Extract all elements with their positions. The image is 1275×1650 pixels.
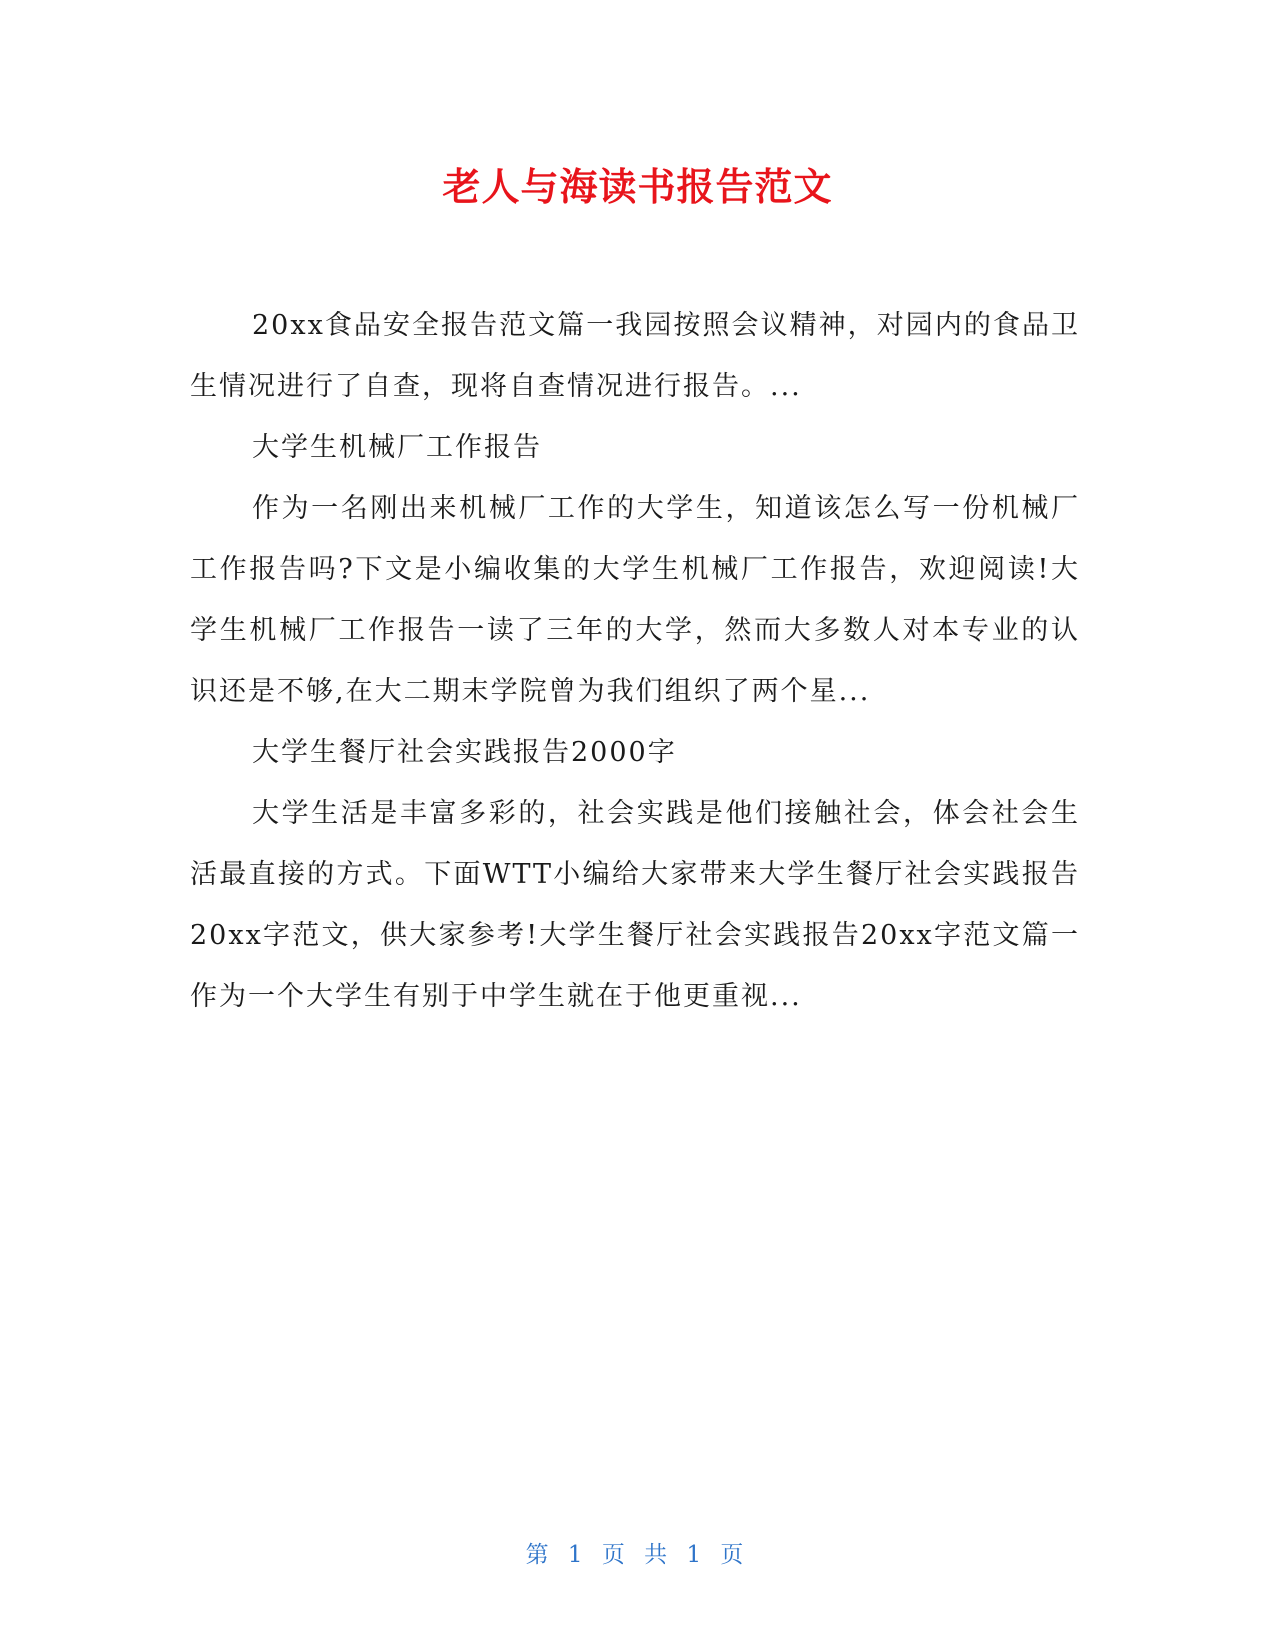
paragraph-canteen-practice: 大学生活是丰富多彩的，社会实践是他们接触社会，体会社会生活最直接的方式。下面WTT小编给大家带来大学生餐厅社会实践报告20xx字范文，供大家参考!大学生餐厅社会实践报告20xx字范文篇一作为一个大学生有别于中学生就在于他更重视... [190,798,1080,1012]
paragraph-machinery-report: 作为一名刚出来机械厂工作的大学生，知道该怎么写一份机械厂工作报告吗?下文是小编收集的大学生机械厂工作报告，欢迎阅读!大学生机械厂工作报告一读了三年的大学，然而大多数人对本专业的认识还是不够,在大二期末学院曾为我们组织了两个星... [190,493,1080,707]
paragraph-heading-machinery-report: 大学生机械厂工作报告 [252,432,542,463]
paragraph-heading-canteen-practice: 大学生餐厅社会实践报告2000字 [252,737,677,768]
page-title: 老人与海读书报告范文 [442,165,833,209]
document-body [190,295,1080,1027]
page-footer: 第 1 页 共 1 页 [525,1542,750,1568]
paragraph-food-safety: 20xx食品安全报告范文篇一我园按照会议精神，对园内的食品卫生情况进行了自查，现将自查情况进行报告。... [190,310,1080,402]
